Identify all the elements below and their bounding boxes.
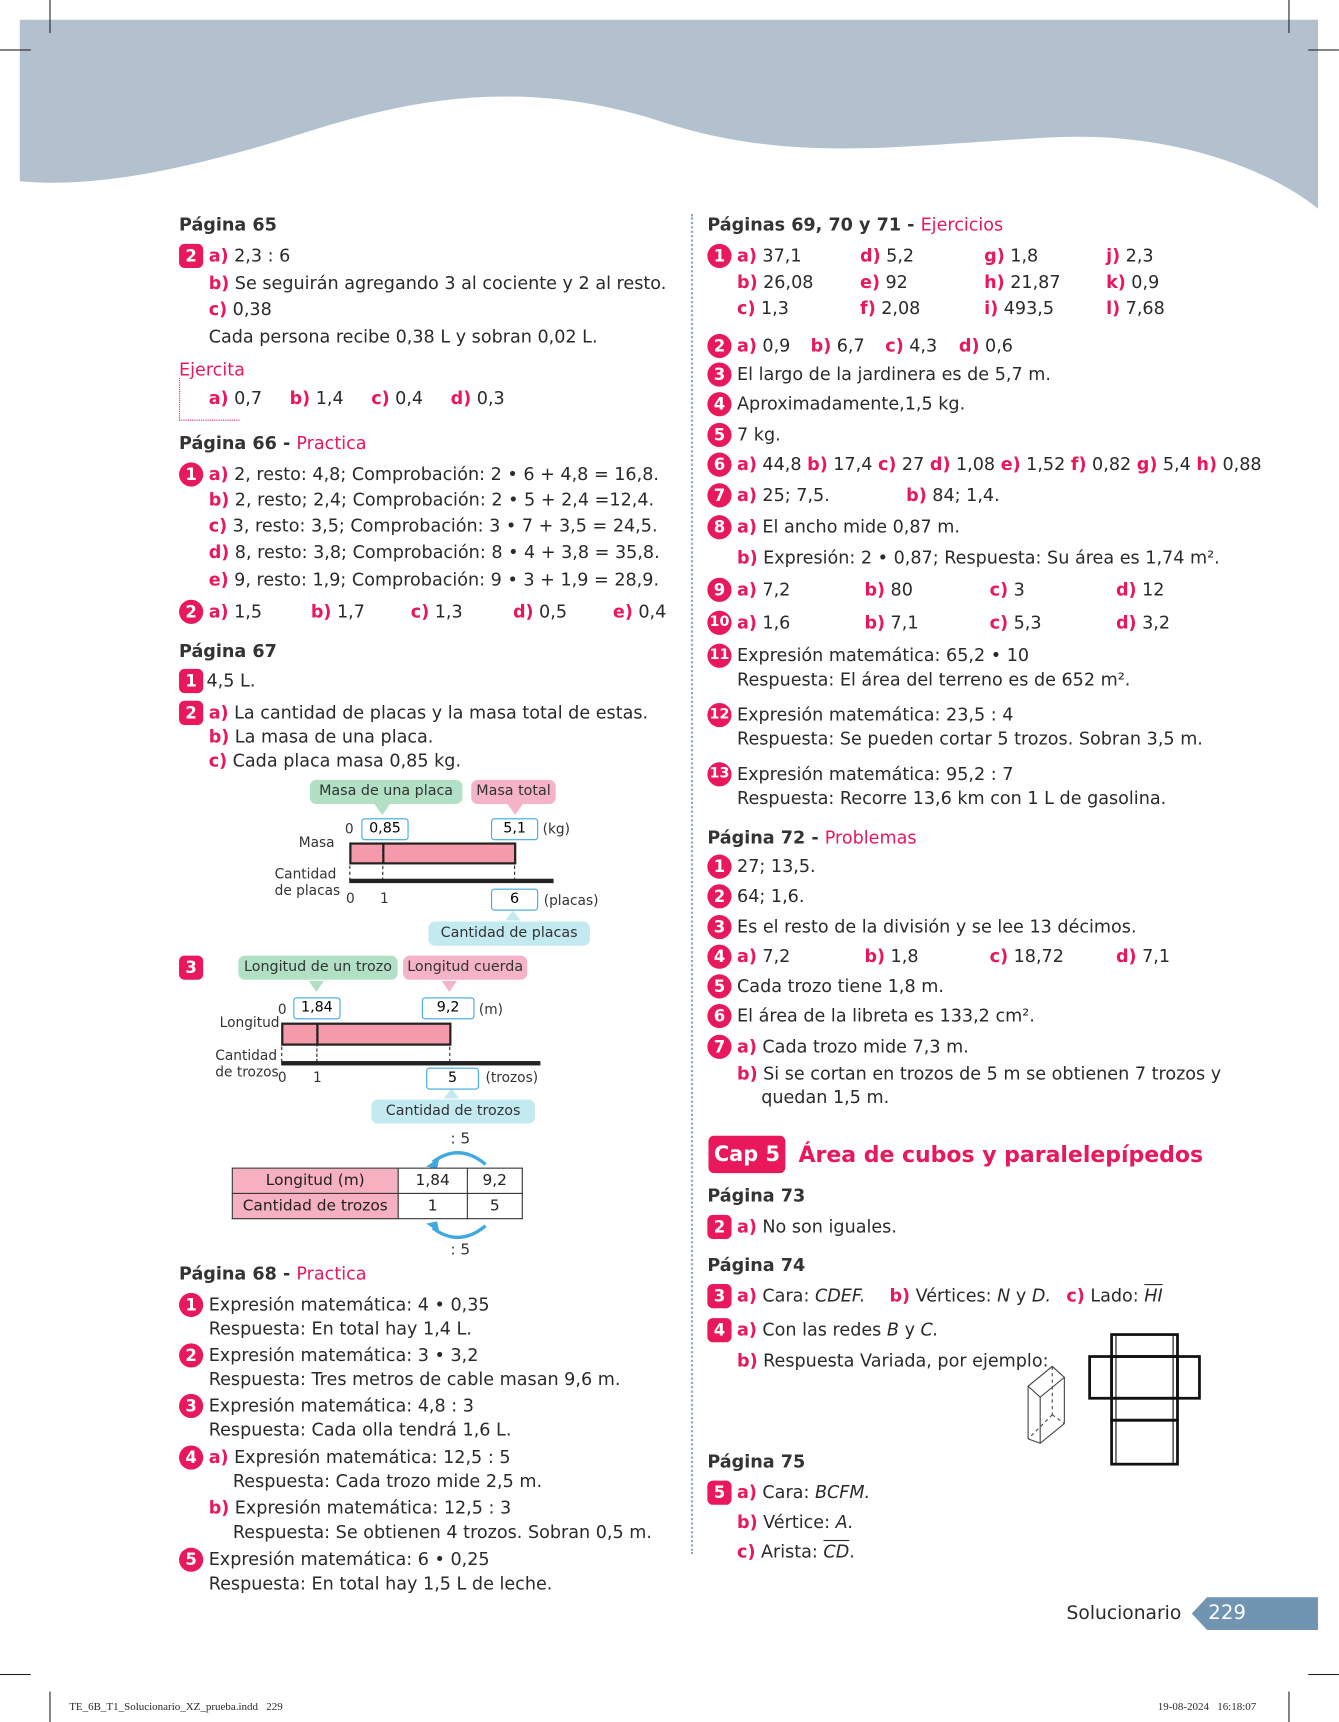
answer-line: 7 kg. [737,423,781,445]
answer-line: Respuesta: En total hay 1,5 L de leche. [208,1572,553,1594]
crop-mark [0,49,31,50]
answer-item: d) 3,2 [1115,611,1171,633]
answer-item: a) 7,2 [737,945,791,967]
tag-pointers [0,0,1,1]
heading-page-66: Página 66 - Practica [179,432,367,454]
table-row: Longitud (m) 1,84 9,2 [232,1168,522,1193]
answer-line: a) 2, resto: 4,8; Comprobación: 2 • 6 + 4,8 = 16,8. [208,463,659,485]
answer-item: a) 1,5 [208,600,263,622]
label-piece-length: Longitud de un trozo [238,956,397,980]
exercise-number: 3 [707,1284,731,1308]
proportion-table [232,1168,523,1220]
tick [449,1047,450,1062]
answer-line: b) La masa de una placa. [208,726,434,747]
chapter-title: Área de cubos y paralelepípedos [798,1141,1204,1168]
answer-item: c) 3 [989,578,1025,600]
exercise-number: 4 [707,945,731,969]
exercise-number: 4 [179,1445,203,1469]
count-value: 5 [426,1068,479,1090]
heading-page-72: Página 72 - Problemas [707,827,917,848]
exercise-number: 9 [707,578,731,602]
answer-line: Expresión matemática: 6 • 0,25 [208,1548,490,1570]
length-zero: 0 [277,1000,287,1018]
unit-kg: (kg) [542,820,571,837]
answer-item: b) 1,8 [864,945,919,967]
answer-item: c) 1,3 [410,600,463,622]
total-mass-value: 5,1 [491,818,538,840]
count-value: 6 [491,889,538,911]
answer-item: e) 92 [860,271,908,293]
answer-item: b) 7,1 [864,611,919,633]
divide-label: : 5 [450,1241,471,1259]
answer-line: Expresión matemática: 4,8 : 3 [208,1394,474,1416]
answer-line: Expresión matemática: 3 • 3,2 [208,1344,479,1366]
answer-item: b) 80 [864,578,913,600]
answer-item: h) 21,87 [984,271,1061,293]
heading-page-73: Página 73 [707,1185,806,1207]
crop-mark [1308,49,1339,50]
page-number: 229 [1208,1601,1246,1625]
answer-line: b) Vértice: A. [737,1511,854,1533]
count-one: 1 [380,889,389,907]
count-axis [281,1061,540,1065]
exercise-number: 2 [707,334,731,358]
prism-drawing [1022,1362,1071,1448]
count-axis [349,879,553,883]
answer-line: Expresión matemática: 23,5 : 4 [737,704,1014,725]
answer-line: Expresión matemática: 4 • 0,35 [208,1293,490,1315]
answer-item: b) 1,7 [310,600,365,622]
tick [281,1047,282,1062]
answer-line: b) Respuesta Variada, por ejemplo: [737,1349,1049,1371]
answer-item: d) 0,6 [958,335,1013,356]
answer-line: El largo de la jardinera es de 5,7 m. [737,363,1051,385]
answer-line: Respuesta: Se pueden cortar 5 trozos. Sobran 3,5 m. [737,728,1203,750]
answer-item: g) 1,8 [984,244,1039,266]
exercise-number: 1 [707,244,731,268]
answer-line: quedan 1,5 m. [761,1086,890,1108]
exercise-number: 5 [707,974,731,998]
chapter-badge: Cap 5 [708,1136,785,1173]
exercise-number: 5 [707,1481,731,1505]
exercise-number: 2 [707,1215,731,1239]
tick [382,842,383,880]
divide-arrow-icon [417,1142,505,1169]
answer-line: b) 2, resto; 2,4; Comprobación: 2 • 5 + 2,4 =12,4. [208,488,655,510]
answer-item: d) 12 [1115,578,1165,600]
exercise-number: 2 [179,1343,203,1367]
answer-line: a) Cada trozo mide 7,3 m. [737,1035,969,1057]
exercise-number: 6 [707,1004,731,1028]
answer-line: e) 9, resto: 1,9; Comprobación: 9 • 3 + 1,9 = 28,9. [208,568,660,590]
exercise-number: 1 [179,669,203,693]
exercise-number: 3 [179,956,203,980]
row-label-count: de placas [274,882,341,899]
table-row: Cantidad de trozos 1 5 [232,1193,522,1218]
answer-line: b) Si se cortan en trozos de 5 m se obtienen 7 trozos y [737,1063,1222,1085]
exercise-number: 2 [179,244,203,268]
crop-mark [49,0,50,33]
unit-trozos: (trozos) [485,1068,539,1086]
answer-item: b) 26,08 [737,271,814,293]
section-name: Solucionario [1066,1602,1182,1625]
exercise-number: 8 [707,515,731,539]
count-zero: 0 [277,1068,287,1086]
length-bar [281,1023,451,1046]
heading-pages-69-71: Páginas 69, 70 y 71 - Ejercicios [707,214,1004,236]
answer-line: a) El ancho mide 0,87 m. [737,516,961,538]
exercise-number: 3 [179,1394,203,1418]
answer-line: a) 0,7 b) 1,4 c) 0,4 d) 0,3 [208,387,505,409]
answer-line: Expresión matemática: 65,2 • 10 [737,644,1030,666]
answer-item: a) 37,1 [737,244,802,266]
row-label-count: Cantidad [215,1046,278,1064]
answer-line: a) No son iguales. [737,1215,897,1237]
answer-item: e) 0,4 [612,600,667,622]
answer-item: d) 0,5 [512,600,568,622]
exercise-number: 3 [707,915,731,939]
answer-item: b) 6,7 [810,335,865,356]
answer-item: l) 7,68 [1106,297,1165,319]
exercise-number: 10 [707,611,731,635]
answer-line: Respuesta: Se obtienen 4 trozos. Sobran 0,5 m. [232,1521,652,1543]
answer-line: 64; 1,6. [737,885,805,907]
answer-line: c) 3, resto: 3,5; Comprobación: 3 • 7 + 3,5 = 24,5. [208,515,658,537]
answer-item: c) 1,3 [737,297,789,319]
exercise-number: 3 [707,362,731,386]
exercise-number: 5 [707,423,731,447]
answer-item: c) 18,72 [989,945,1064,967]
count-zero: 0 [345,889,355,907]
answer-line: Cada trozo tiene 1,8 m. [737,975,944,997]
answer-line: b) Se seguirán agregando 3 al cociente y 2 al resto. [208,272,667,294]
rope-length-value: 9,2 [422,997,475,1019]
answer-item: a) 25; 7,5. [737,484,830,506]
answer-line: c) 0,38 [208,298,272,320]
answer-item: k) 0,9 [1106,271,1160,293]
unit-placas: (placas) [543,891,599,909]
crop-mark [0,1674,31,1675]
mass-bar [349,842,516,864]
answer-item: a) 0,9 [737,335,791,356]
exercise-number: 6 [707,453,731,477]
answer-line: Respuesta: El área del terreno es de 652 m². [737,668,1131,690]
answer-line: Respuesta: Cada olla tendrá 1,6 L. [208,1419,512,1441]
mass-zero: 0 [344,820,354,837]
answer-item: a) 1,6 [737,611,791,633]
answer-line: b) Expresión: 2 • 0,87; Respuesta: Su área es 1,74 m². [737,547,1220,568]
crop-mark [49,1692,50,1722]
answer-line: El área de la libreta es 133,2 cm². [737,1005,1035,1026]
answer-item: f) 2,08 [860,297,921,319]
print-date: 19-08-2024 16:18:07 [1157,1701,1257,1714]
count-one: 1 [313,1068,322,1086]
row-label-count: de trozos [215,1063,279,1080]
crop-mark [1288,0,1289,33]
answer-line: Cada persona recibe 0,38 L y sobran 0,02 L. [208,326,598,348]
exercise-number: 1 [179,462,203,486]
exercise-number: 2 [179,600,203,624]
answer-line: d) 8, resto: 3,8; Comprobación: 8 • 4 + 3,8 = 35,8. [208,541,660,563]
heading-page-65: Página 65 [179,214,277,236]
answer-line: b) Expresión matemática: 12,5 : 3 [208,1497,512,1518]
exercise-number: 13 [707,762,731,786]
crop-mark [1288,1692,1289,1722]
exercise-number: 5 [179,1548,203,1572]
answer-item: a) 7,2 [737,578,791,600]
exercise-number: 2 [707,884,731,908]
heading-page-74: Página 74 [707,1254,806,1276]
ejercita-heading: Ejercita [179,359,245,381]
heading-page-68: Página 68 - Practica [179,1263,367,1285]
answer-line: a) Cara: BCFM. [737,1481,871,1503]
row-label-mass: Masa [298,833,335,851]
answer-item: j) 2,3 [1106,244,1154,266]
answer-line: Expresión matemática: 95,2 : 7 [737,763,1014,785]
answer-line: Respuesta: Recorre 13,6 km con 1 L de gasolina. [737,787,1167,809]
answer-item: i) 493,5 [984,297,1055,319]
label-rope-length: Longitud cuerda [403,956,527,980]
prism-net-drawing [1087,1332,1203,1468]
exercise-number: 1 [179,1293,203,1317]
label-unit-mass: Masa de una placa [310,780,463,804]
answer-line: 27; 13,5. [737,855,816,877]
exercise-number: 11 [707,644,731,668]
answer-item: d) 7,1 [1115,945,1171,967]
answer-line: Respuesta: Cada trozo mide 2,5 m. [232,1470,543,1492]
answer-line: Es el resto de la división y se lee 13 décimos. [737,916,1137,937]
answer-line: 4,5 L. [206,670,256,691]
answer-item: c) 4,3 [885,335,938,356]
file-slug: TE_6B_T1_Solucionario_XZ_prueba.indd 229 [69,1701,283,1714]
heading-page-75: Página 75 [707,1450,806,1472]
label-count: Cantidad de placas [428,922,589,946]
answer-line: Respuesta: Tres metros de cable masan 9,6 m. [208,1368,621,1390]
label-total-mass: Masa total [471,780,556,804]
answer-item: d) 5,2 [860,244,915,266]
exercise-number: 7 [707,483,731,507]
divide-label: : 5 [450,1130,471,1148]
exercise-number: 4 [707,392,731,416]
answer-line: a) 44,8 b) 17,4 c) 27 d) 1,08 e) 1,52 f) 0,82 g) 5,4 h) 0,88 [737,453,1262,475]
answer-line: c) Cada placa masa 0,85 kg. [208,750,462,772]
answer-line: c) Arista: $\overline{CD}$. [737,1541,855,1562]
unit-mass-value: 0,85 [361,818,408,840]
exercise-number: 1 [707,855,731,879]
column-divider [691,214,693,1554]
exercise-number: 7 [707,1035,731,1059]
answer-line: a) Cara: CDEF. b) Vértices: N y D. c) Lado: $\overline{HI}$ [737,1285,1163,1306]
answer-item: c) 5,3 [989,611,1042,633]
row-label-length: Longitud [219,1013,280,1031]
exercise-number: 4 [707,1318,731,1342]
header-wave [0,0,1339,220]
answer-item: b) 84; 1,4. [906,484,1000,506]
answer-line: a) Con las redes B y C. [737,1319,939,1341]
tick [316,1023,317,1063]
answer-line: a) Expresión matemática: 12,5 : 5 [208,1446,511,1468]
answer-line: a) La cantidad de placas y la masa total de estas. [208,701,649,723]
exercise-number: 12 [707,703,731,727]
answer-line: a) 2,3 : 6 [208,244,291,266]
exercise-number: 2 [179,701,203,725]
answer-line: Aproximadamente,1,5 kg. [737,393,966,415]
heading-page-67: Página 67 [179,640,277,662]
crop-mark [1308,1674,1339,1675]
piece-length-value: 1,84 [293,997,340,1019]
answer-line: Respuesta: En total hay 1,4 L. [208,1318,472,1339]
label-count: Cantidad de trozos [371,1099,535,1123]
row-label-count: Cantidad [274,865,337,883]
unit-m: (m) [478,1000,503,1018]
